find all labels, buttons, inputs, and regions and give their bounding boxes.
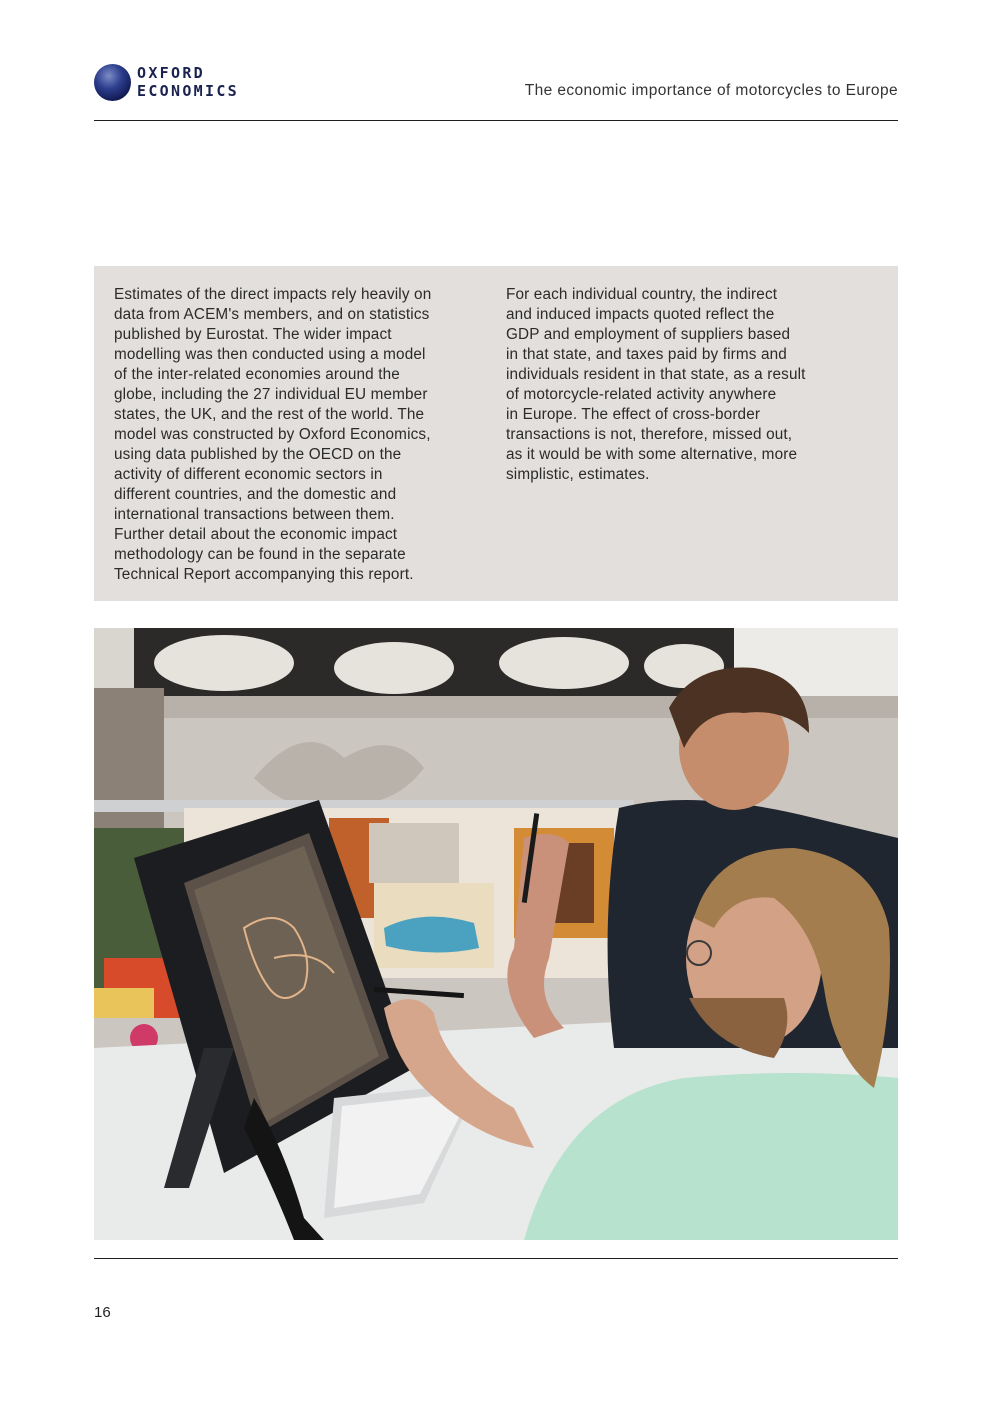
page-number: 16 <box>94 1304 111 1321</box>
text-line: in Europe. The effect of cross-border <box>506 406 761 423</box>
text-line: published by Eurostat. The wider impact <box>114 326 392 343</box>
text-line: For each individual country, the indirect <box>506 286 778 303</box>
globe-icon <box>94 64 131 101</box>
text-line: GDP and employment of suppliers based <box>506 326 791 343</box>
text-line: Technical Report accompanying this report. <box>114 566 414 583</box>
logo-wordmark <box>137 64 239 100</box>
footer-divider <box>94 1258 898 1259</box>
text-line: globe, including the 27 individual EU member <box>114 386 428 403</box>
logo-line-2: ECONOMICS <box>137 82 239 100</box>
header-divider <box>94 120 898 121</box>
text-line: Further detail about the economic impact <box>114 526 398 543</box>
designers-photo <box>94 628 898 1240</box>
text-line: transactions is not, therefore, missed out, <box>506 426 793 443</box>
text-line: of motorcycle-related activity anywhere <box>506 386 777 403</box>
right-column <box>506 285 858 485</box>
left-column <box>114 285 490 585</box>
text-line: Estimates of the direct impacts rely heavily on <box>114 286 432 303</box>
text-line: in that state, and taxes paid by firms and <box>506 346 787 363</box>
text-line: data from ACEM's members, and on statistics <box>114 306 430 323</box>
logo-line-1: OXFORD <box>137 64 205 82</box>
text-line: model was constructed by Oxford Economics, <box>114 426 431 443</box>
text-line: of the inter-related economies around the <box>114 366 400 383</box>
text-line: as it would be with some alternative, more <box>506 446 798 463</box>
oxford-economics-logo <box>94 62 264 104</box>
text-line: modelling was then conducted using a model <box>114 346 426 363</box>
text-line: methodology can be found in the separate <box>114 546 406 563</box>
page-header <box>94 62 898 104</box>
running-title: The economic importance of motorcycles to Europe <box>524 82 898 99</box>
methodology-box <box>94 266 898 601</box>
text-line: international transactions between them. <box>114 506 395 523</box>
text-line: activity of different economic sectors in <box>114 466 383 483</box>
text-line: states, the UK, and the rest of the world. The <box>114 406 425 423</box>
text-line: simplistic, estimates. <box>506 466 650 483</box>
text-line: and induced impacts quoted reflect the <box>506 306 775 323</box>
text-line: different countries, and the domestic and <box>114 486 397 503</box>
text-line: individuals resident in that state, as a result <box>506 366 806 383</box>
text-line: using data published by the OECD on the <box>114 446 402 463</box>
